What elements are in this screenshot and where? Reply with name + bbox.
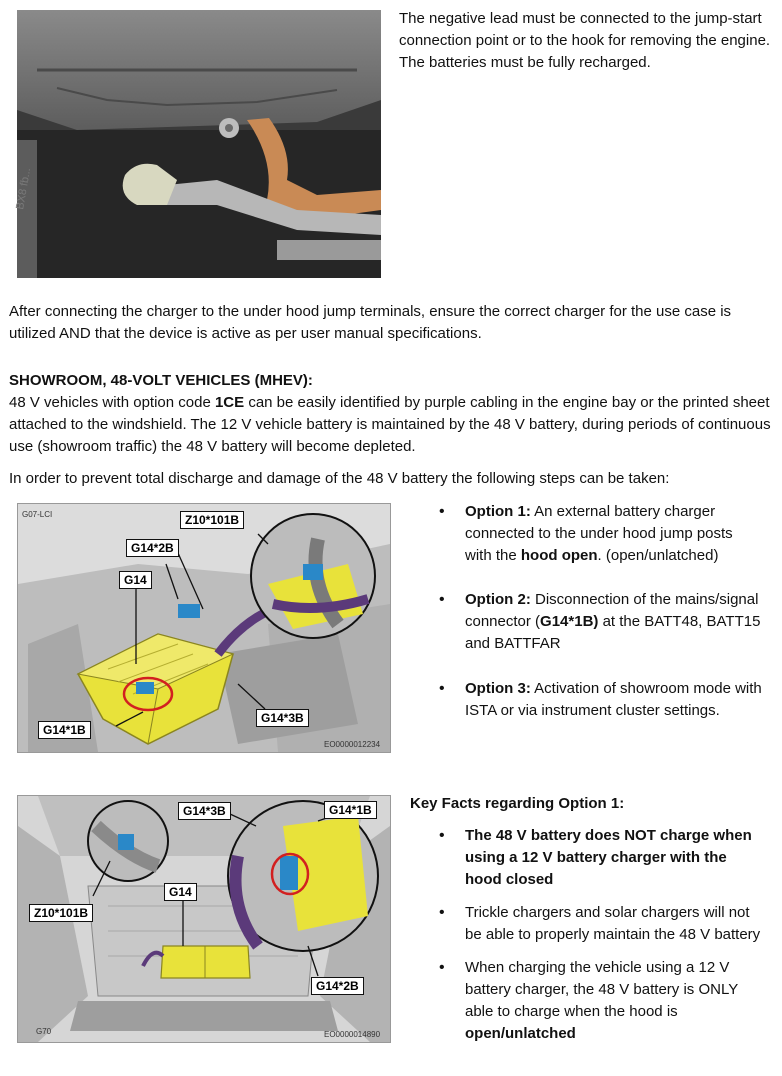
label-g14-2b: G14*2B xyxy=(126,539,179,557)
negative-lead-note: The negative lead must be connected to the jump-start connection point or to the hook for removing the engine. The batteries must be fully recharged. xyxy=(399,10,771,71)
option-3 xyxy=(413,678,763,722)
key-fact-3-bold: open/unlatched xyxy=(465,1025,576,1042)
option-2-text: Disconnection of the mains/signal connector ( xyxy=(465,591,759,630)
key-fact-1 xyxy=(413,825,765,891)
options-list xyxy=(413,501,763,722)
diagram-g07-battery xyxy=(17,503,391,753)
key-facts-heading: Key Facts regarding Option 1: xyxy=(410,795,625,812)
option-2-bold: G14*1B) xyxy=(540,613,599,630)
label-z10-101b: Z10*101B xyxy=(29,904,93,922)
option-1 xyxy=(413,501,763,567)
label-g14-1b: G14*1B xyxy=(324,801,377,819)
key-fact-3-text: When charging the vehicle using a 12 V battery charger, the 48 V battery is ONLY able to charge when the hood is xyxy=(465,959,738,1020)
key-fact-2 xyxy=(413,902,765,946)
photo-marking: BX8 fb... xyxy=(14,166,34,211)
label-g14-3b: G14*3B xyxy=(256,709,309,727)
key-fact-1-text: The 48 V battery does NOT charge when using a 12 V battery charger with the hood closed xyxy=(465,827,752,888)
label-g14: G14 xyxy=(119,571,152,589)
option-2-post: at the BATT48, BATT15 and BATTFAR xyxy=(465,613,761,652)
bullet-icon: • xyxy=(439,959,445,976)
key-fact-3 xyxy=(413,957,765,1045)
option-1-title: Option 1: xyxy=(465,503,531,520)
key-fact-2-text: Trickle chargers and solar chargers will not be able to properly maintain the 48 V battery xyxy=(465,904,761,943)
option-3-title: Option 3: xyxy=(465,680,531,697)
showroom-body-part1: 48 V vehicles with option code xyxy=(9,394,215,411)
label-g14-1b: G14*1B xyxy=(38,721,91,739)
label-g14-2b: G14*2B xyxy=(311,977,364,995)
diagram-ref: EO0000014890 xyxy=(324,1030,381,1039)
prevent-discharge-text: In order to prevent total discharge and damage of the 48 V battery the following steps can be taken: xyxy=(9,470,670,487)
bullet-icon: • xyxy=(439,904,445,921)
showroom-heading: SHOWROOM, 48-VOLT VEHICLES (MHEV): xyxy=(9,372,313,389)
label-z10-101b: Z10*101B xyxy=(180,511,244,529)
option-2 xyxy=(413,589,763,655)
option-1-post: . (open/unlatched) xyxy=(597,547,719,564)
engine-bay-photo xyxy=(14,10,381,278)
bullet-icon: • xyxy=(439,827,445,844)
showroom-body xyxy=(9,392,773,458)
diagram-ref: EO0000012234 xyxy=(324,740,381,749)
bullet-icon: • xyxy=(439,503,445,520)
label-g14: G14 xyxy=(164,883,197,901)
charger-paragraph: After connecting the charger to the under hood jump terminals, ensure the correct charger for the use case is utilized AND that the device is active as per user manual specifications. xyxy=(9,303,732,342)
diagram-g70-battery xyxy=(17,795,391,1043)
option-code: 1CE xyxy=(214,394,245,411)
bullet-icon: • xyxy=(439,680,445,697)
diagram-corner-label: G07-LCI xyxy=(22,510,53,519)
bullet-icon: • xyxy=(439,591,445,608)
option-3-text: Activation of showroom mode with ISTA or via instrument cluster settings. xyxy=(465,680,762,719)
option-1-text: An external battery charger connected to the under hood jump posts with the xyxy=(465,503,733,564)
showroom-body-part2: can be easily identified by purple cabling in the engine bay or the printed sheet attached to the windshield. The 12 V vehicle battery is maintained by the 48 V battery, during periods of continuous use (showroom traffic) the 48 V battery will become depleted. xyxy=(9,394,771,455)
diagram-corner-label: G70 xyxy=(36,1027,52,1036)
label-g14-3b: G14*3B xyxy=(178,802,231,820)
key-facts-list xyxy=(413,825,765,1045)
option-2-title: Option 2: xyxy=(465,591,531,608)
option-1-bold: hood open xyxy=(520,547,598,564)
